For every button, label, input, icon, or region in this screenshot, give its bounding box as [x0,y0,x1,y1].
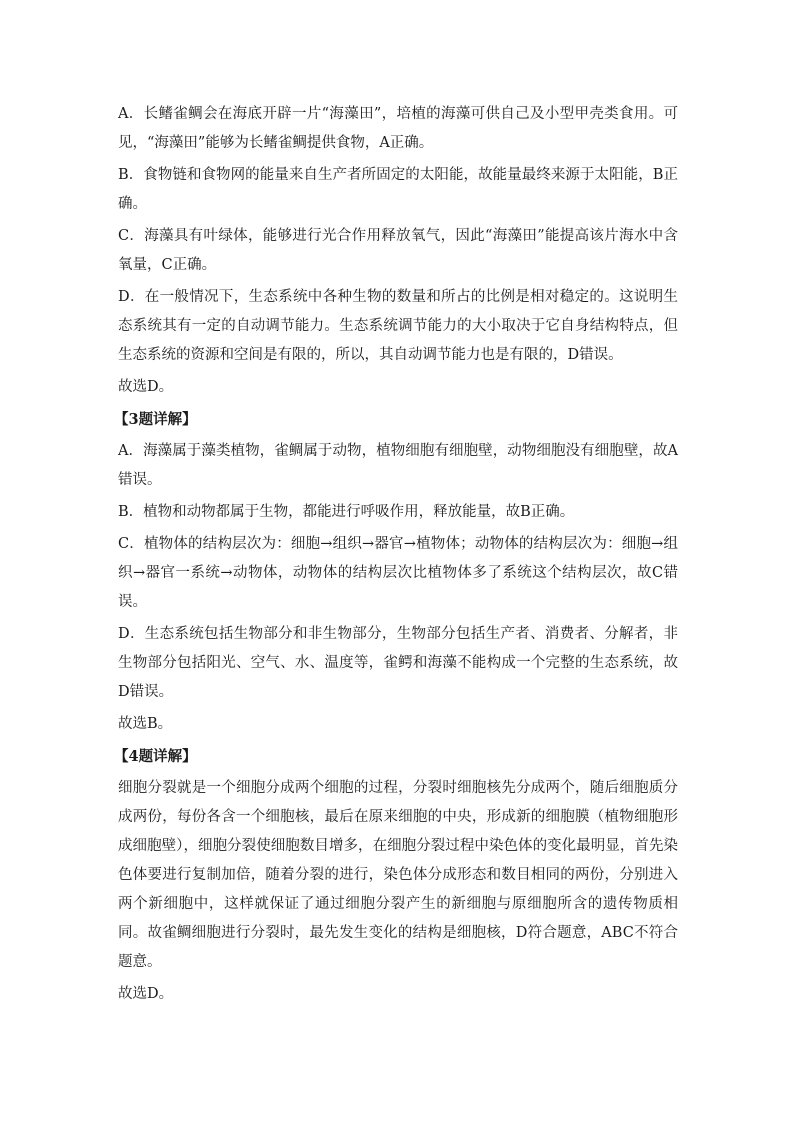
q3-option-d: D．生态系统包括生物部分和非生物部分，生物部分包括生产者、消费者、分解者，非生物部分包括阳光、空气、水、温度等，雀鳄和海藻不能构成一个完整的生态系统，故D错误。 [118,626,678,700]
q3-option-a: A．海藻属于藻类植物，雀鲷属于动物，植物细胞有细胞壁，动物细胞没有细胞壁，故A错误。 [118,443,678,488]
q4-heading: 【4题详解】 [114,748,197,765]
document-page [114,100,678,1009]
q2-option-c: C．海藻具有叶绿体，能够进行光合作用释放氧气，因此“海藻田”能提高该片海水中含氧量，C正确。 [118,228,678,273]
q2-option-a: A．长鳍雀鲷会在海底开辟一片“海藻田”，培植的海藻可供自己及小型甲壳类食用。可见，“海藻田”能够为长鳍雀鲷提供食物，A正确。 [118,106,678,151]
q3-heading: 【3题详解】 [114,411,197,428]
q3-option-b: B．植物和动物都属于生物，都能进行呼吸作用，释放能量，故B正确。 [118,504,575,520]
q3-option-c: C．植物体的结构层次为：细胞→组织→器官→植物体；动物体的结构层次为：细胞→组织→器官一系统→动物体，动物体的结构层次比植物体多了系统这个结构层次，故C错误。 [118,536,678,610]
q2-option-d: D．在一般情况下，生态系统中各种生物的数量和所占的比例是相对稳定的。这说明生态系统其有一定的自动调节能力。生态系统调节能力的大小取决于它自身结构特点，但生态系统的资源和空间是有限的，所以，其自动调节能力也是有限的，D错误。 [118,289,678,363]
q2-answer: 故选D。 [118,379,174,395]
q2-option-b: B．食物链和食物网的能量来自生产者所固定的太阳能，故能量最终来源于太阳能，B正确。 [118,167,678,212]
q3-answer: 故选B。 [118,716,173,732]
q4-answer: 故选D。 [118,986,174,1002]
q4-body: 细胞分裂就是一个细胞分成两个细胞的过程，分裂时细胞核先分成两个，随后细胞质分成两份，每份各含一个细胞核，最后在原来细胞的中央，形成新的细胞膜（植物细胞形成细胞壁），细胞分裂使细胞数目增多，在细胞分裂过程中染色体的变化最明显，首先染色体要进行复制加倍，随着分裂的进行，染色体分成形态和数目相同的两份，分别进入两个新细胞中，这样就保证了通过细胞分裂产生的新细胞与原细胞所含的遗传物质相同。故雀鲷细胞进行分裂时，最先发生变化的结构是细胞核，D符合题意，ABC不符合题意。 [118,780,678,970]
